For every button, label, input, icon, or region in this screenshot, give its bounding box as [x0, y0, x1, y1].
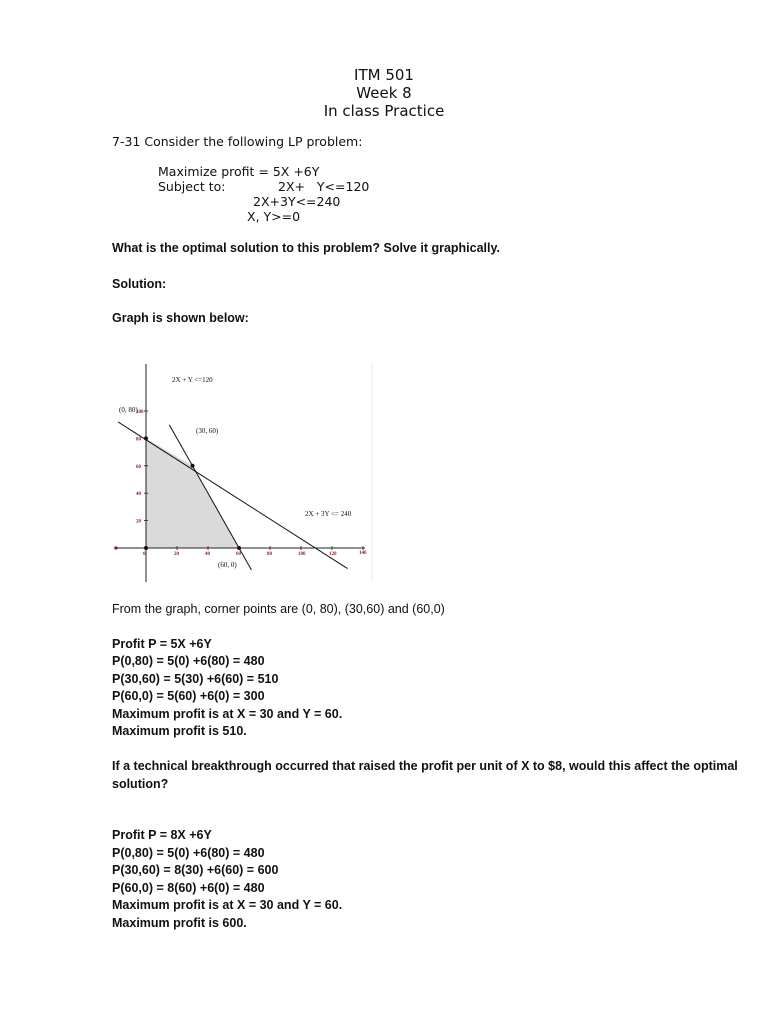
y-tick-label: 80 — [136, 437, 141, 443]
corner-point — [144, 436, 148, 440]
feasible-region — [146, 438, 239, 548]
x-axis-start-dot — [114, 546, 117, 549]
y-tick-label: 60 — [136, 464, 141, 470]
objective-function: Maximize profit = 5X +6Y — [158, 164, 320, 179]
corner-points-text: From the graph, corner points are (0, 80), (30,60) and (60,0) — [112, 602, 445, 616]
x-tick-label: 140 — [359, 551, 367, 556]
subject-to-label: Subject to: — [158, 179, 226, 194]
profit-eval-1b: P(30,60) = 5(30) +6(60) = 510 — [112, 672, 279, 686]
solution-label: Solution: — [112, 277, 167, 291]
max-profit-location-2: Maximum profit is at X = 30 and Y = 60. — [112, 898, 343, 912]
corner-label-0-80: (0, 80) — [119, 406, 138, 414]
max-profit-value-2: Maximum profit is 600. — [112, 916, 247, 930]
profit-eval-2b: P(30,60) = 8(30) +6(60) = 600 — [112, 863, 279, 877]
constraint-2: 2X+3Y<=240 — [253, 194, 341, 209]
corner-point — [191, 464, 195, 468]
graph-caption: Graph is shown below: — [112, 311, 249, 325]
corner-label-60-0: (60, 0) — [218, 561, 237, 569]
x-tick-label: 40 — [205, 552, 210, 557]
corner-label-30-60: (30, 60) — [196, 427, 219, 435]
problem-intro: 7-31 Consider the following LP problem: — [112, 134, 363, 149]
course-title: ITM 501 — [354, 66, 414, 84]
y-tick-label: 100 — [136, 410, 144, 415]
week-title: Week 8 — [356, 84, 412, 102]
max-profit-value-1: Maximum profit is 510. — [112, 724, 247, 738]
practice-title: In class Practice — [323, 102, 445, 120]
profit-eval-1c: P(60,0) = 5(60) +6(0) = 300 — [112, 689, 265, 703]
x-tick-label: 120 — [329, 552, 337, 557]
lp-graph — [110, 360, 380, 585]
profit-eval-2a: P(0,80) = 5(0) +6(80) = 480 — [112, 846, 265, 860]
x-tick-label: 100 — [298, 552, 306, 557]
x-tick-label: 80 — [267, 552, 272, 557]
constraint-1-label: 2X + Y <=120 — [172, 376, 213, 384]
nonnegativity-constraint: X, Y>=0 — [247, 209, 301, 224]
y-tick-label: 40 — [136, 492, 141, 498]
question-2-line-1: If a technical breakthrough occurred that raised the profit per unit of X to $8, would this affect the optimal — [112, 759, 738, 773]
question-2-line-2: solution? — [112, 777, 169, 791]
profit-eval-2c: P(60,0) = 8(60) +6(0) = 480 — [112, 881, 265, 895]
origin-point — [144, 546, 148, 550]
profit-formula-2: Profit P = 8X +6Y — [112, 828, 212, 842]
x-tick-label: 20 — [174, 552, 179, 557]
profit-formula-1: Profit P = 5X +6Y — [112, 637, 212, 651]
max-profit-location-1: Maximum profit is at X = 30 and Y = 60. — [112, 707, 343, 721]
constraint-1: 2X+ Y<=120 — [278, 179, 370, 194]
x-tick-label: 0 — [143, 552, 146, 557]
profit-eval-1a: P(0,80) = 5(0) +6(80) = 480 — [112, 654, 265, 668]
question-1: What is the optimal solution to this problem? Solve it graphically. — [112, 241, 500, 255]
constraint-2-label: 2X + 3Y <= 240 — [305, 510, 352, 518]
x-tick-label: 60 — [236, 552, 241, 557]
y-tick-label: 20 — [136, 519, 141, 525]
corner-point — [237, 546, 241, 550]
